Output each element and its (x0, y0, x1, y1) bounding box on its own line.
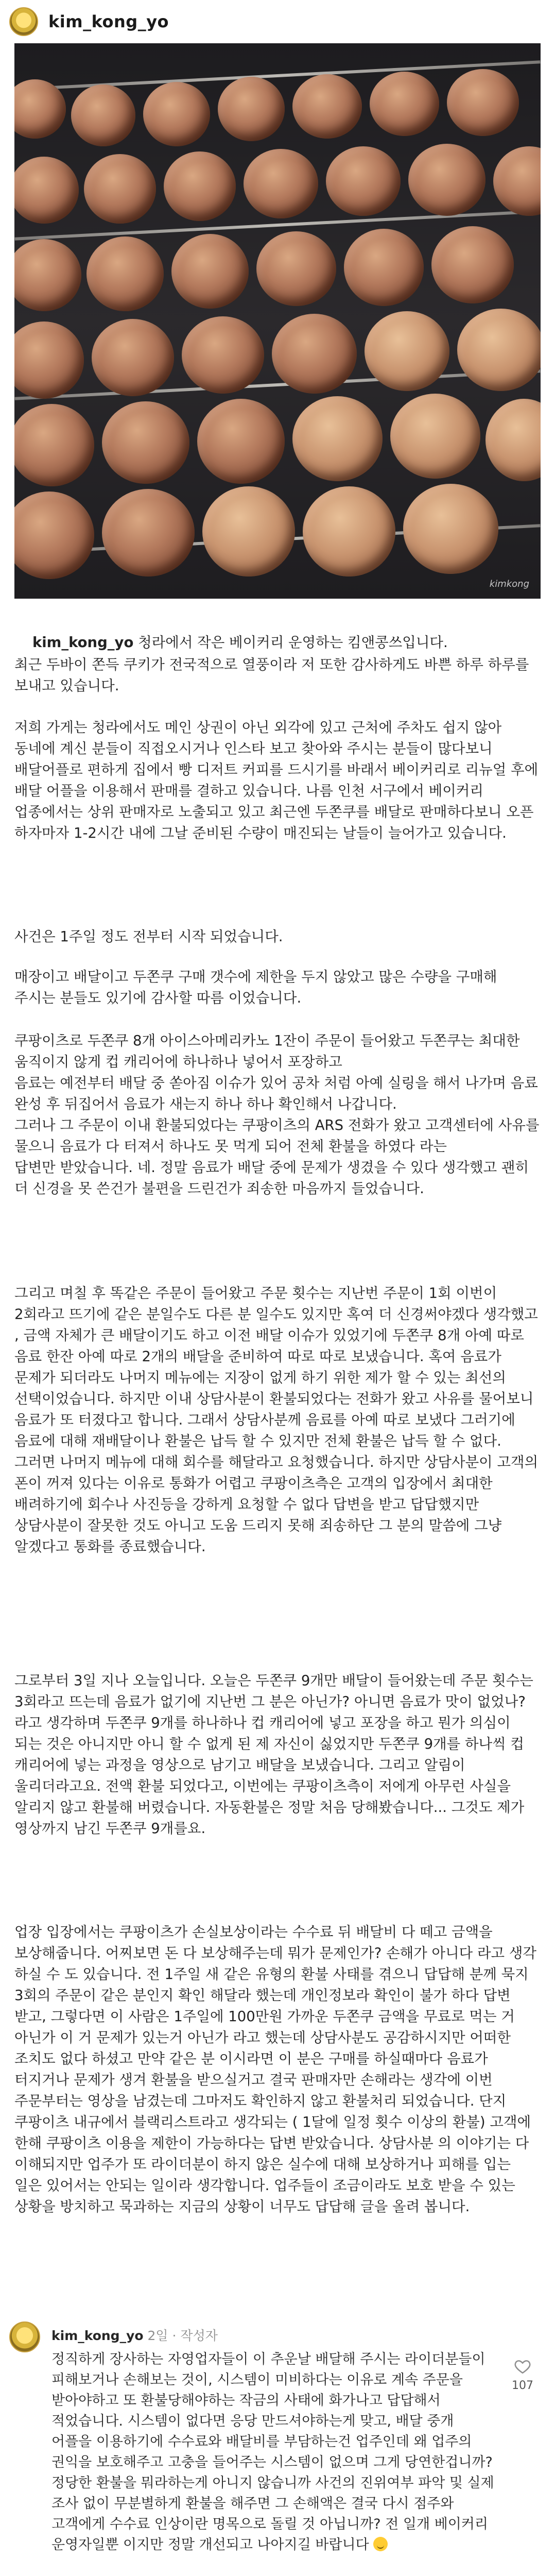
caption-username[interactable]: kim_kong_yo (32, 634, 134, 651)
comment-time: 2일 (147, 2328, 168, 2343)
comment-username[interactable]: kim_kong_yo (51, 2328, 144, 2343)
post-paragraph: 사건은 1주일 정도 전부터 시작 되었습니다. (14, 928, 283, 945)
comment-body (51, 2349, 499, 2555)
caption-intro-text: 청라에서 작은 베이커리 운영하는 킴앤콩쓰입니다. (138, 634, 448, 651)
post-paragraph: 그로부터 3일 지나 오늘입니다. 오늘은 두쫀쿠 9개만 배달이 들어왔는데 주문 횟수는 3회라고 뜨는데 음료가 없기에 지난번 그 분은 아닌가? 아니면 음료가 맛이 없었나? 라고 생각하며 두쫀쿠 9개를 하나하나 컵 캐리어에 넣고 포장을 하고 뭔가 의심이 되는 것은 아니지만 아니 할 수 없게 된 제 자신이 싫었지만 두쫀쿠 9개를 하나씩 컵 캐리어에 넣는 과정을 영상으로 남기고 배달을 보냈습니다. 그리고 알림이 울리더라고요. 전액 환불 되었다고, 이번에는 쿠팡이츠측이 저에게 아무런 사실을 알리지 않고 환불해 버렸습니다. 자동환불은 정말 처음 당해봤습니다... 그것도 제가 영상까지 남긴 두쫀쿠 9개를요. (14, 1672, 538, 1837)
smile-emoji-icon (373, 2537, 388, 2551)
post-paragraph: 업장 입장에서는 쿠팡이츠가 손실보상이라는 수수료 뒤 배달비 다 떼고 금액을 보상해줍니다. 어찌보면 돈 다 보상해주는데 뭐가 문제인가? 손해가 아니다 라고 생각 하실 수 도 있습니다. 전 1주일 새 같은 유형의 환불 사태를 겪으니 답답해 분께 묵지 3회의 주문이 같은 분인지 확인 해달라 했는데 개인정보라 확인이 불가 하다 답변 받고, 그렇다면 이 사람은 1주일에 100만원 가까운 두쫀쿠 금액을 무료로 먹는 거 아닌가 이 거 문제가 있는거 아닌가 라고 했는데 상담사분도 공감하시지만 어떠한 조치도 없다 하셨고 만약 같은 분 이시라면 이 분은 구매를 하실때마다 음료가 터지거나 문제가 생겨 환불을 받으실거고 결국 판매자만 손해라는 생각에 이번 주문부터는 영상을 남겼는데 그마저도 확인하지 않고 환불처리 되었습니다. 단지 쿠팡이츠 내규에서 블랙리스트라고 생각되는 ( 1달에 일정 횟수 이상의 환불) 고객에 한해 쿠팡이츠 이용을 제한이 가능하다는 답변 받았습니다. 상담사분 의 이야기는 다 이해되지만 업주가 또 라이더분이 하지 않은 실수에 대해 보상하거나 피해를 입는 일은 있어서는 안되는 일이라 생각합니다. 업주들이 조금이라도 보호 받을 수 있는 상황을 방치하고 묵과하는 지금의 상황이 너무도 답답해 글을 올려 봅니다. (14, 1924, 541, 2215)
comment-body-text: 정직하게 장사하는 자영업자들이 이 추운날 배달해 주시는 라이더분들이 피해보거나 손해보는 것이, 시스템이 미비하다는 이유로 계속 주문을 받아야하고 또 환불당해야하는 작금의 사태에 화가나고 답답해서 적었습니다. 시스템이 없다면 응당 만드셔야하는게 맞고, 배달 중개 어플을 이용하기에 수수료와 배달비를 부담하는건 업주인데 왜 업주의 권익을 보호해주고 고충을 들어주는 시스템이 없으며 그게 당연한겁니까? 정당한 환불을 뭐라하는게 아니지 않습니까 사건의 진위여부 파악 및 실제 조사 없이 무분별하게 환불을 해주면 그 손해액은 결국 다시 점주와 고객에게 수수료 인상이란 명목으로 돌릴 것 아닙니까? 전 일개 베이커리 운영자일뿐 이지만 정말 개선되고 나아지길 바랍니다 (51, 2351, 499, 2553)
avatar[interactable] (9, 7, 38, 36)
comment-avatar[interactable] (9, 2321, 40, 2352)
comment (9, 2321, 546, 2576)
post-header (0, 0, 555, 43)
post-paragraph: 그리고 며칠 후 똑같은 주문이 들어왔고 주문 횟수는 지난번 주문이 1회 이번이 2회라고 뜨기에 같은 분일수도 다른 분 일수도 있지만 혹여 더 신경써야겠다 생각했고 , 금액 자체가 큰 배달이기도 하고 이전 배달 이슈가 있었기에 두쫀쿠 8개 아예 따로 음료 한잔 아예 따로 2개의 배달을 준비하여 따로 따로 보냈습니다. 혹여 음료가 문제가 되더라도 나머지 메뉴에는 지장이 없게 하기 위한 제가 할 수 있는 최선의 선택이었습니다. 하지만 이내 상담사분이 환불되었다는 전화가 왔고 사유를 물어보니 음료가 또 터졌다고 합니다. 그래서 상담사분께 음료를 아예 따로 보냈다 그러기에 음료에 대해 재배달이나 환불은 납득 할 수 있지만 전체 환불은 납득 할 수 없다. 그러면 나머지 메뉴에 대해 회수를 해달라고 요청했습니다. 하지만 상담사분이 고객의 폰이 꺼져 있다는 이유로 통화가 어렵고 쿠팡이츠측은 고객의 입장에서 최대한 배려하기에 회수나 사진등을 강하게 요청할 수 없다 답변을 받고 답답했지만 상담사분이 잘못한 것도 아니고 도움 드리지 못해 죄송하단 그 분의 말씀에 그냥 알겠다고 통화를 종료했습니다. (14, 1285, 543, 1555)
heart-icon[interactable] (514, 2358, 531, 2375)
author-badge: 작성자 (180, 2328, 218, 2343)
photo-watermark: kimkong (489, 579, 529, 589)
post-paragraph: 저희 가게는 청라에서도 메인 상권이 아닌 외각에 있고 근처에 주차도 쉽지 않아 동네에 계신 분들이 직접오시거나 인스타 보고 찾아와 주시는 분들이 많다보니 배달어플로 편하게 집에서 빵 디저트 커피를 드시기를 바래서 베이커리로 리뉴얼 후에 배달 어플을 이용해서 판매를 결하고 있습니다. 나름 인천 서구에서 베이커리 업종에서는 상위 판매자로 노출되고 있고 최근엔 두쫀쿠를 배달로 판매하다보니 오픈 하자마자 1-2시간 내에 그날 준비된 수량이 매진되는 날들이 늘어가고 있습니다. (14, 719, 543, 841)
post-username[interactable]: kim_kong_yo (48, 12, 169, 31)
post-photo (14, 43, 541, 599)
comment-header: kim_kong_yo 2일 · 작성자 (51, 2328, 218, 2343)
like-count: 107 (512, 2379, 533, 2392)
post-paragraph: 매장이고 배달이고 두쫀쿠 구매 갯수에 제한을 두지 않았고 많은 수량을 구매해 주시는 분들도 있기에 감사할 따름 이었습니다. (14, 969, 502, 1006)
post-paragraph: 쿠팡이츠로 두쫀쿠 8개 아이스아메리카노 1잔이 주문이 들어왔고 두쫀쿠는 최대한 움직이지 않게 컵 캐리어에 하나하나 넣어서 포장하고 음료는 예전부터 배달 중 쏟아짐 이슈가 있어 공차 처럼 아예 실링을 해서 나가며 음료 완성 후 뒤집어서 음료가 새는지 하나 하나 확인해서 나갑니다. 그러나 그 주문이 이내 환불되었다는 쿠팡이츠의 ARS 전화가 왔고 고객센터에 사유를 물으니 음료가 다 터져서 하나도 못 먹게 되어 전체 환불을 하였다 라는 답변만 받았습니다. 네. 정말 음료가 배달 중에 문제가 생겼을 수 있다 생각했고 괜히 더 신경을 못 쓴건가 불편을 드린건가 죄송한 마음까지 들었습니다. (14, 1032, 540, 1197)
post-paragraph: 최근 두바이 쫀득 쿠키가 전국적으로 열풍이라 저 또한 감사하게도 바쁜 하루 하루를 보내고 있습니다. (14, 656, 534, 694)
